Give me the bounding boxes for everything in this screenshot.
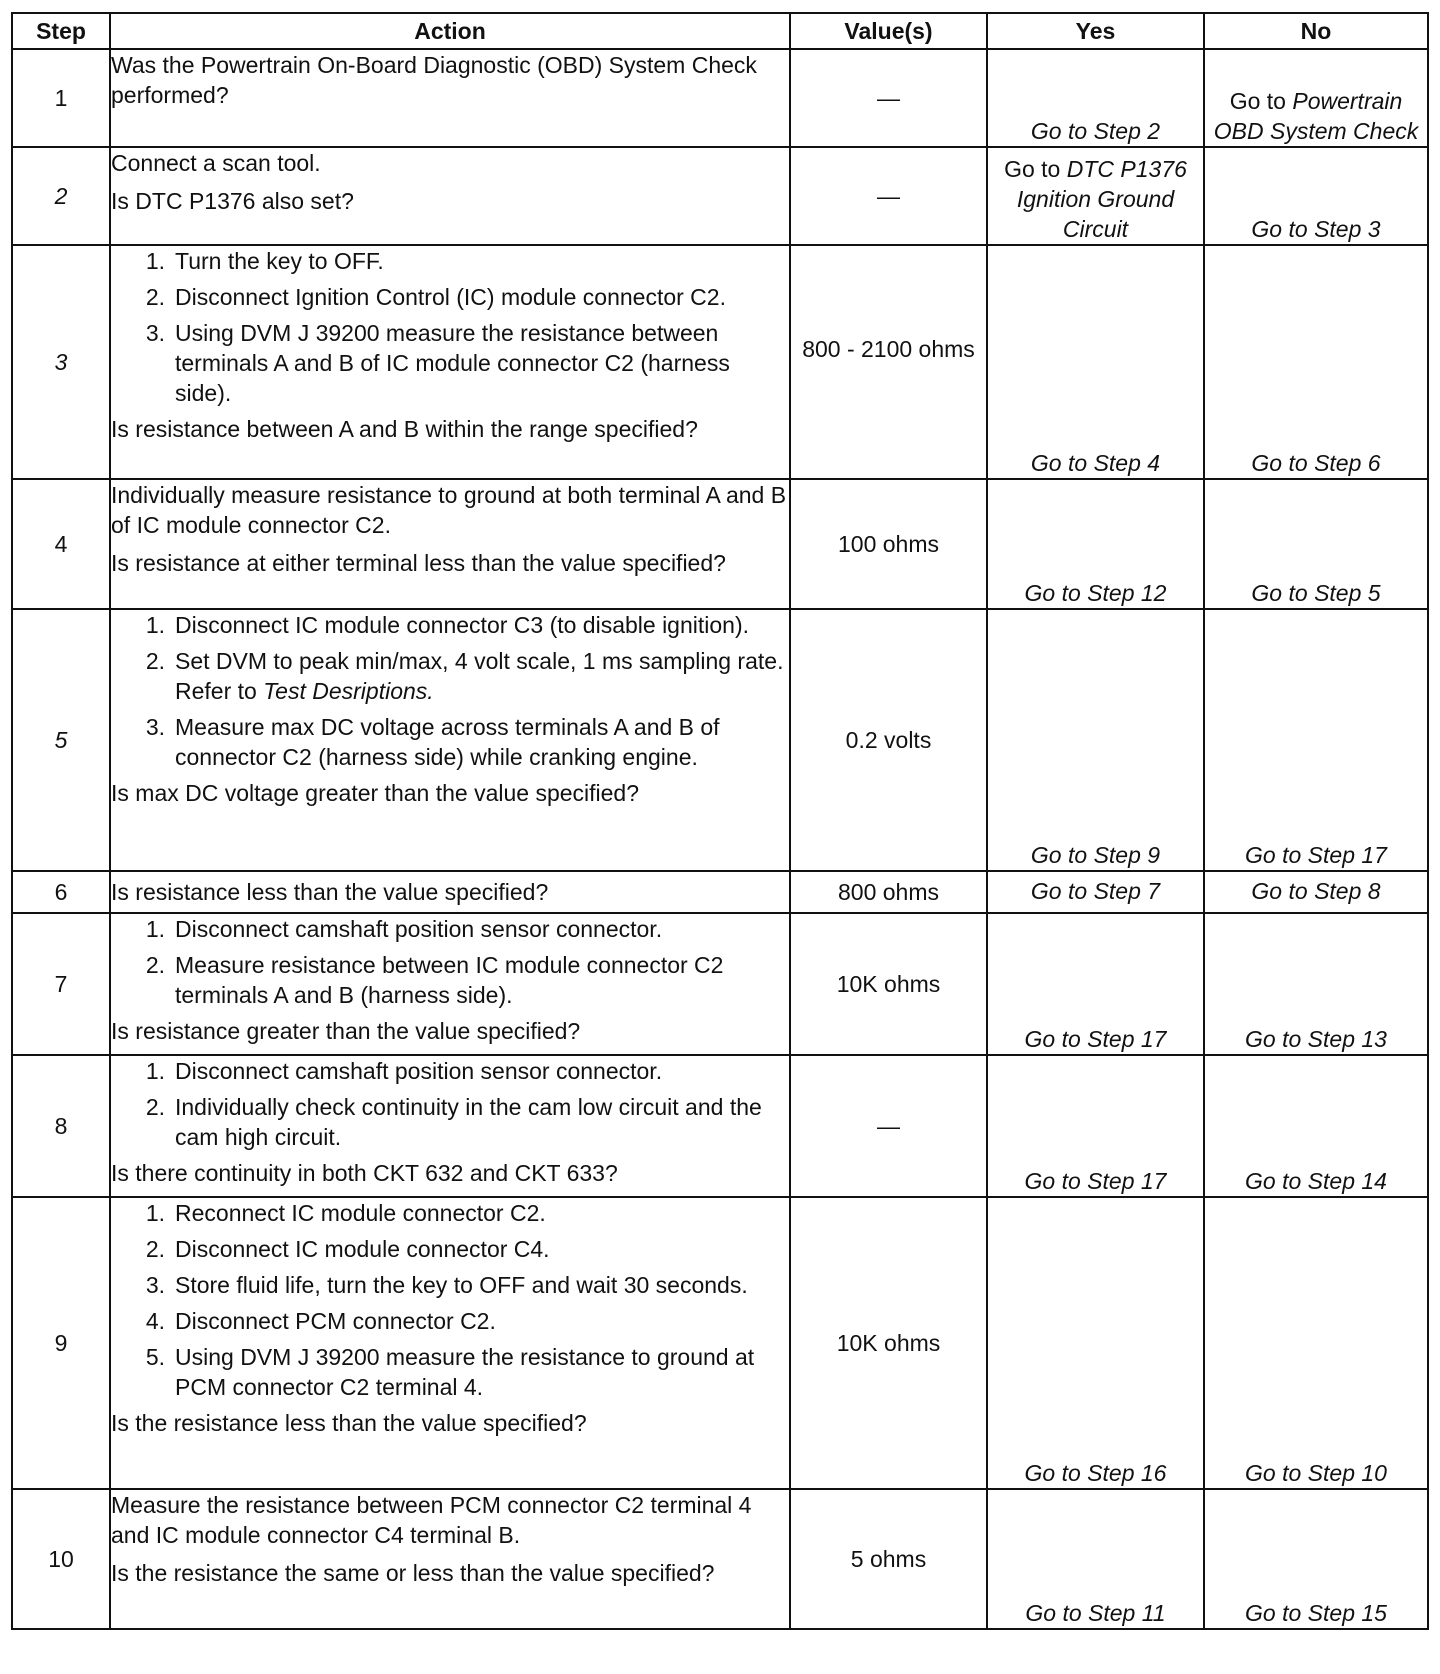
value-cell: 800 ohms (790, 871, 987, 913)
table-row (12, 609, 1428, 871)
yes-goto: Go to Step 11 (1025, 1600, 1166, 1626)
action-step: 1. Disconnect IC module connector C3 (to disable ignition). (145, 612, 750, 638)
no-cell (1204, 1055, 1428, 1197)
action-question: Is the resistance the same or less than the value specified? (111, 1560, 715, 1586)
no-goto: Go to Step 3 (1251, 216, 1381, 242)
action-cell (110, 871, 790, 913)
action-step: 1. Disconnect camshaft position sensor connector. (145, 916, 663, 942)
yes-goto: Go to Step 4 (1030, 450, 1161, 476)
table-row (12, 479, 1428, 609)
action-text: Connect a scan tool. (111, 150, 321, 176)
no-goto: Go to Step 13 (1245, 1026, 1387, 1052)
action-steps (111, 1198, 789, 1402)
no-cell (1204, 609, 1428, 871)
action-step: 1. Turn the key to OFF. (145, 248, 384, 274)
value-cell: — (790, 49, 987, 147)
action-step: 2. Disconnect IC module connector C4. (145, 1236, 550, 1262)
yes-goto: Go to Step 12 (1024, 580, 1167, 606)
yes-goto: Go to Step 7 (1030, 878, 1161, 904)
yes-cell (987, 913, 1204, 1055)
value-cell: — (790, 147, 987, 245)
value-cell: 5 ohms (790, 1489, 987, 1629)
step-number: 2 (12, 147, 110, 245)
action-step: 5. Using DVM J 39200 measure the resistance to ground at PCM connector C2 terminal 4. (145, 1344, 755, 1400)
header-step: Step (12, 13, 110, 49)
yes-goto: Go to Step 16 (1024, 1460, 1167, 1486)
action-text: Individually measure resistance to ground at both terminal A and B of IC module connector C2. (111, 482, 787, 538)
table-row (12, 1055, 1428, 1197)
no-cell (1204, 871, 1428, 913)
header-action: Action (110, 13, 790, 49)
action-step: 1. Disconnect camshaft position sensor connector. (145, 1058, 663, 1084)
action-cell (110, 1197, 790, 1489)
yes-goto-prefix: Go to (1004, 156, 1067, 182)
no-goto: Go to Step 15 (1245, 1600, 1387, 1626)
table-row (12, 49, 1428, 147)
action-text: Measure the resistance between PCM connector C2 terminal 4 and IC module connector C4 terminal B. (111, 1492, 752, 1548)
action-cell (110, 913, 790, 1055)
table-row (12, 1197, 1428, 1489)
yes-goto-link: DTC P1376 Ignition Ground Circuit (1016, 156, 1187, 242)
action-question: Is resistance at either terminal less than the value specified? (111, 550, 726, 576)
table-row (12, 871, 1428, 913)
header-yes: Yes (987, 13, 1204, 49)
action-step: 4. Disconnect PCM connector C2. (145, 1308, 496, 1334)
diagnostic-table (11, 12, 1429, 1630)
yes-goto: Go to Step 17 (1024, 1026, 1167, 1052)
no-goto: Go to Step 6 (1251, 450, 1381, 476)
no-goto: Go to Step 10 (1245, 1460, 1387, 1486)
action-step: 2. Individually check continuity in the cam low circuit and the cam high circuit. (145, 1094, 762, 1150)
action-cell (110, 1055, 790, 1197)
yes-cell (987, 1489, 1204, 1629)
value-cell: 100 ohms (790, 479, 987, 609)
action-step: 3. Using DVM J 39200 measure the resistance between terminals A and B of IC module connector C2 (harness side). (145, 320, 730, 406)
action-question: Is resistance greater than the value specified? (111, 1018, 581, 1044)
yes-goto: Go to Step 2 (1030, 118, 1161, 144)
action-text: Was the Powertrain On-Board Diagnostic (OBD) System Check performed? (111, 52, 757, 108)
step-number: 10 (12, 1489, 110, 1629)
yes-goto: Go to Step 9 (1030, 842, 1161, 868)
yes-goto: Go to Step 17 (1024, 1168, 1167, 1194)
no-goto: Go to Step 8 (1251, 878, 1381, 904)
no-cell (1204, 49, 1428, 147)
action-cell (110, 1489, 790, 1629)
header-row (12, 13, 1428, 49)
step-number: 4 (12, 479, 110, 609)
step-number: 8 (12, 1055, 110, 1197)
action-question: Is DTC P1376 also set? (111, 188, 354, 214)
no-goto-link: Powertrain OBD System Check (1213, 88, 1419, 144)
no-cell (1204, 147, 1428, 245)
header-no: No (1204, 13, 1428, 49)
action-steps (111, 610, 789, 772)
action-cell (110, 609, 790, 871)
action-step: 3. Store fluid life, turn the key to OFF and wait 30 seconds. (145, 1272, 748, 1298)
action-cell (110, 479, 790, 609)
value-cell: 10K ohms (790, 913, 987, 1055)
action-step: 2. Disconnect Ignition Control (IC) module connector C2. (145, 284, 726, 310)
diagnostic-document (11, 12, 1427, 1630)
action-steps (111, 914, 789, 1010)
action-cell (110, 49, 790, 147)
value-cell: — (790, 1055, 987, 1197)
step-number: 3 (12, 245, 110, 479)
yes-cell (987, 1055, 1204, 1197)
action-question: Is the resistance less than the value specified? (111, 1410, 587, 1436)
action-question: Is max DC voltage greater than the value specified? (111, 780, 640, 806)
action-question: Is resistance less than the value specified? (111, 879, 549, 905)
no-cell (1204, 913, 1428, 1055)
action-steps (111, 246, 789, 408)
table-row (12, 147, 1428, 245)
action-step: 2. Measure resistance between IC module connector C2 terminals A and B (harness side). (145, 952, 724, 1008)
action-steps (111, 1056, 789, 1152)
no-goto: Go to Step 14 (1245, 1168, 1387, 1194)
no-goto: Go to Step 5 (1251, 580, 1381, 606)
yes-cell (987, 479, 1204, 609)
yes-cell (987, 1197, 1204, 1489)
yes-cell (987, 147, 1204, 245)
table-row (12, 1489, 1428, 1629)
step-number: 9 (12, 1197, 110, 1489)
header-values: Value(s) (790, 13, 987, 49)
yes-cell (987, 609, 1204, 871)
no-cell (1204, 245, 1428, 479)
step-number: 1 (12, 49, 110, 147)
step-number: 5 (12, 609, 110, 871)
table-row (12, 245, 1428, 479)
no-cell (1204, 1197, 1428, 1489)
step-number: 6 (12, 871, 110, 913)
action-step: 2. Set DVM to peak min/max, 4 volt scale, 1 ms sampling rate. Refer to Test Desriptions. (145, 648, 784, 704)
action-question: Is there continuity in both CKT 632 and CKT 633? (111, 1160, 618, 1186)
yes-cell (987, 245, 1204, 479)
action-cell (110, 147, 790, 245)
no-cell (1204, 479, 1428, 609)
action-cell (110, 245, 790, 479)
yes-cell (987, 49, 1204, 147)
no-goto: Go to Step 17 (1245, 842, 1387, 868)
value-cell: 0.2 volts (790, 609, 987, 871)
table-row (12, 913, 1428, 1055)
action-step: 3. Measure max DC voltage across terminals A and B of connector C2 (harness side) while cranking engine. (145, 714, 720, 770)
action-question: Is resistance between A and B within the range specified? (111, 416, 698, 442)
value-cell: 10K ohms (790, 1197, 987, 1489)
step-number: 7 (12, 913, 110, 1055)
no-goto-prefix: Go to (1229, 88, 1293, 114)
value-cell: 800 - 2100 ohms (790, 245, 987, 479)
no-cell (1204, 1489, 1428, 1629)
action-step: 1. Reconnect IC module connector C2. (145, 1200, 546, 1226)
yes-cell (987, 871, 1204, 913)
